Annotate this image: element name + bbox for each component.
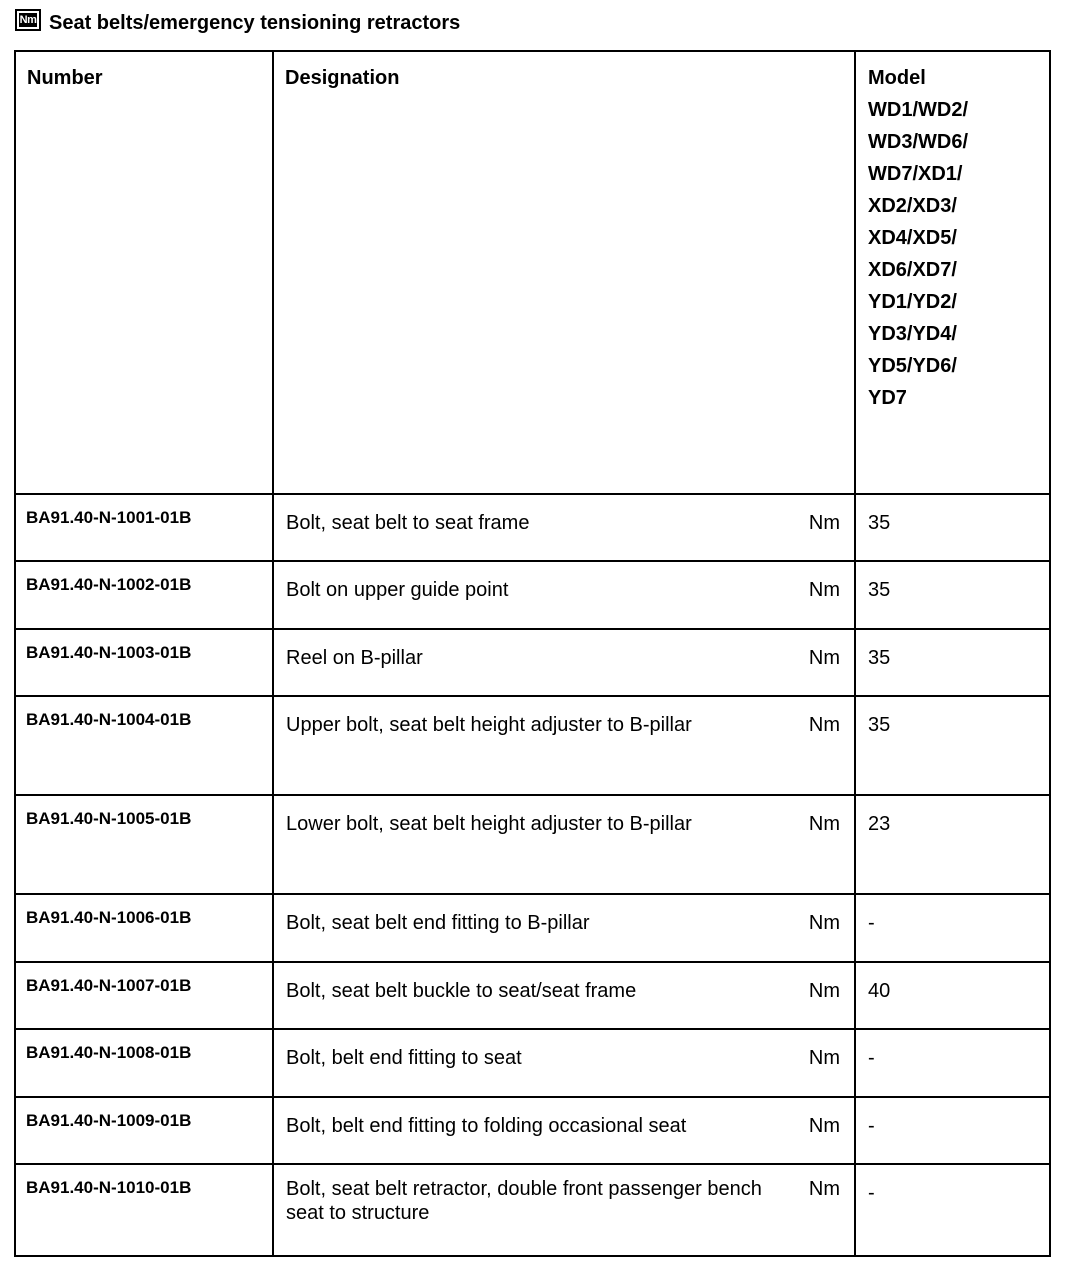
section-title-row <box>15 8 460 38</box>
row-designation <box>273 629 855 696</box>
designation-text: Lower bolt, seat belt height adjuster to B-pillar <box>286 813 692 835</box>
row-number: BA91.40-N-1004-01B <box>15 696 273 795</box>
row-number: BA91.40-N-1010-01B <box>15 1164 273 1256</box>
unit-label: Nm <box>808 1047 840 1069</box>
row-value: - <box>855 894 1050 962</box>
row-designation <box>273 962 855 1029</box>
row-designation <box>273 1097 855 1164</box>
header-designation: Designation <box>273 51 855 494</box>
row-value: 23 <box>855 795 1050 894</box>
row-value: - <box>855 1029 1050 1097</box>
unit-label: Nm <box>808 579 840 601</box>
designation-text: Upper bolt, seat belt height adjuster to B-pillar <box>286 714 692 736</box>
unit-label: Nm <box>808 1115 840 1137</box>
row-number: BA91.40-N-1007-01B <box>15 962 273 1029</box>
unit-label: Nm <box>808 980 840 1002</box>
header-model <box>855 51 1050 494</box>
table-row <box>15 1097 1050 1164</box>
row-designation <box>273 795 855 894</box>
row-value: 35 <box>855 696 1050 795</box>
designation-text: Bolt, seat belt end fitting to B-pillar <box>286 912 590 934</box>
unit-label: Nm <box>808 714 840 736</box>
row-value: 35 <box>855 629 1050 696</box>
model-line: YD5/YD6/ <box>868 355 957 377</box>
row-designation <box>273 1164 855 1256</box>
model-line: Model <box>868 67 926 89</box>
model-line: WD7/XD1/ <box>868 163 963 185</box>
row-number: BA91.40-N-1001-01B <box>15 494 273 561</box>
row-number: BA91.40-N-1008-01B <box>15 1029 273 1097</box>
designation-text: Bolt, belt end fitting to folding occasional seat <box>286 1115 687 1137</box>
unit-label: Nm <box>808 813 840 835</box>
model-line: YD7 <box>868 387 907 409</box>
unit-label: Nm <box>808 912 840 934</box>
row-designation <box>273 494 855 561</box>
model-line: WD1/WD2/ <box>868 99 968 121</box>
model-line: XD4/XD5/ <box>868 227 957 249</box>
row-designation <box>273 561 855 629</box>
row-value: - <box>855 1097 1050 1164</box>
unit-label: Nm <box>808 647 840 669</box>
model-line: YD1/YD2/ <box>868 291 957 313</box>
table-row <box>15 629 1050 696</box>
table-row <box>15 962 1050 1029</box>
row-number: BA91.40-N-1002-01B <box>15 561 273 629</box>
designation-text: Bolt, belt end fitting to seat <box>286 1047 522 1069</box>
row-number: BA91.40-N-1006-01B <box>15 894 273 962</box>
designation-text: Reel on B-pillar <box>286 647 423 669</box>
table-row <box>15 494 1050 561</box>
torque-icon-label: Nm <box>19 14 37 26</box>
row-number: BA91.40-N-1005-01B <box>15 795 273 894</box>
table-row <box>15 1029 1050 1097</box>
table-header-row <box>15 51 1050 494</box>
unit-label: Nm <box>808 512 840 534</box>
row-number: BA91.40-N-1009-01B <box>15 1097 273 1164</box>
unit-label: Nm <box>808 1178 840 1200</box>
row-number: BA91.40-N-1003-01B <box>15 629 273 696</box>
designation-text: Bolt, seat belt to seat frame <box>286 512 530 534</box>
row-value: 35 <box>855 561 1050 629</box>
section-title: Seat belts/emergency tensioning retractors <box>49 11 461 34</box>
model-line: XD2/XD3/ <box>868 195 957 217</box>
row-designation <box>273 894 855 962</box>
model-line: WD3/WD6/ <box>868 131 968 153</box>
row-value: - <box>855 1164 1050 1256</box>
torque-spec-table <box>14 50 1051 1257</box>
row-designation <box>273 1029 855 1097</box>
model-line: XD6/XD7/ <box>868 259 957 281</box>
designation-text: Bolt, seat belt buckle to seat/seat frame <box>286 980 637 1002</box>
table-row <box>15 1164 1050 1256</box>
designation-text: Bolt on upper guide point <box>286 579 509 601</box>
table-row <box>15 795 1050 894</box>
table-row <box>15 894 1050 962</box>
table-row <box>15 696 1050 795</box>
row-designation <box>273 696 855 795</box>
table-row <box>15 561 1050 629</box>
model-line: YD3/YD4/ <box>868 323 957 345</box>
torque-nm-icon <box>15 9 41 31</box>
designation-text: Bolt, seat belt retractor, double front passenger bench seat to structure <box>286 1178 762 1224</box>
row-value: 35 <box>855 494 1050 561</box>
header-number: Number <box>15 51 273 494</box>
row-value: 40 <box>855 962 1050 1029</box>
